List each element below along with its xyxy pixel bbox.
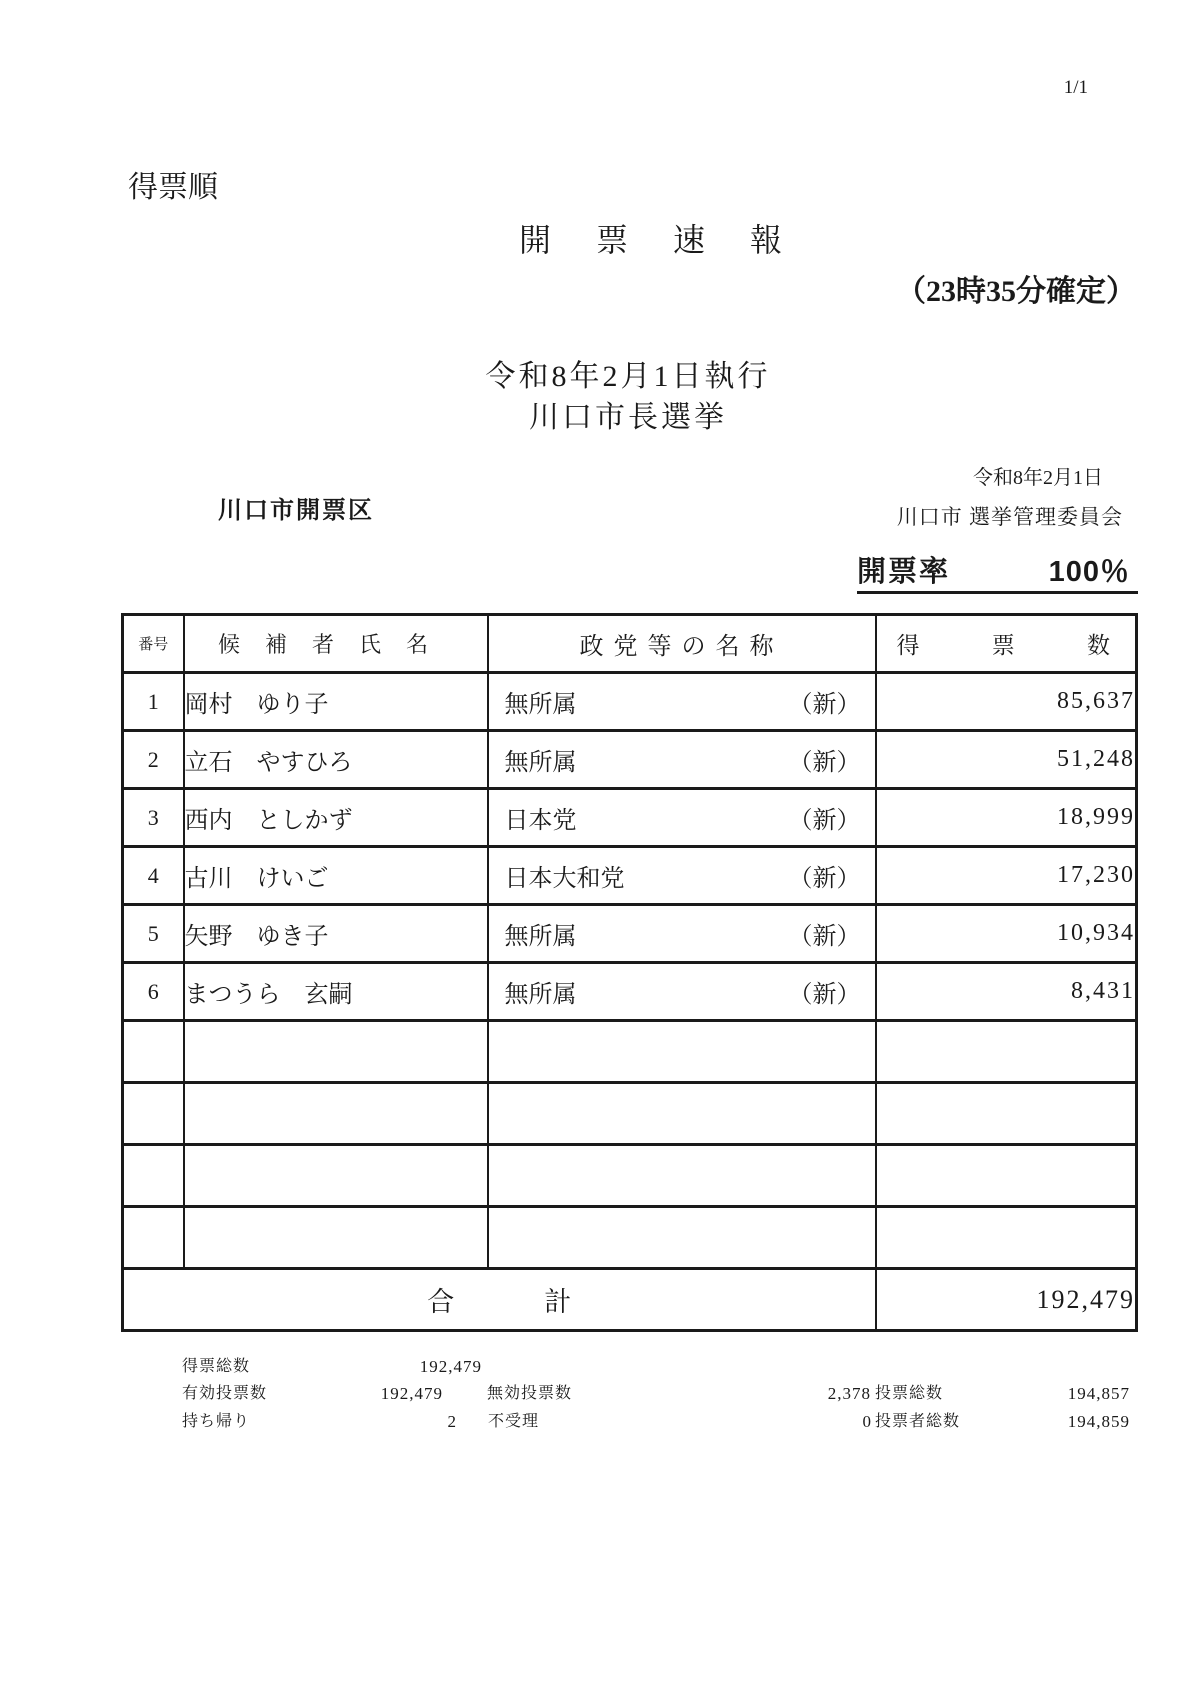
summary-value-invalid-ballots: 2,378 bbox=[827, 1384, 871, 1403]
header-votes-char: 票 bbox=[991, 633, 1015, 658]
cell-candidate: 立石 やすひろ bbox=[184, 731, 488, 789]
header-votes bbox=[876, 615, 1137, 673]
cell-votes: 18,999 bbox=[876, 789, 1137, 847]
total-votes-cell: 192,479 bbox=[876, 1269, 1137, 1331]
total-label-cell bbox=[123, 1269, 876, 1331]
empty-row bbox=[123, 1145, 1137, 1207]
candidate-status: （新） bbox=[788, 866, 861, 892]
cell-rank: 3 bbox=[123, 789, 184, 847]
header-number: 番号 bbox=[123, 615, 184, 673]
header-party: 政党等の名称 bbox=[488, 615, 876, 673]
cell-party bbox=[488, 789, 876, 847]
summary-value-total-voters: 194,859 bbox=[1067, 1412, 1130, 1431]
cell-rank: 4 bbox=[123, 847, 184, 905]
cell-candidate: まつうら 玄嗣 bbox=[184, 963, 488, 1021]
count-rate-bar bbox=[857, 548, 1138, 594]
document-title: 開票速報 bbox=[518, 222, 827, 258]
total-label-char: 計 bbox=[544, 1287, 572, 1317]
election-title-block bbox=[121, 356, 1135, 438]
cell-rank bbox=[123, 1021, 184, 1083]
cell-candidate bbox=[184, 1145, 488, 1207]
total-row bbox=[123, 1269, 1137, 1331]
cell-rank: 6 bbox=[123, 963, 184, 1021]
candidate-status: （新） bbox=[788, 750, 861, 776]
cell-votes bbox=[876, 1145, 1137, 1207]
cell-candidate: 岡村 ゆり子 bbox=[184, 673, 488, 731]
cell-votes: 8,431 bbox=[876, 963, 1137, 1021]
cell-rank: 1 bbox=[123, 673, 184, 731]
table-row bbox=[123, 731, 1137, 789]
cell-rank bbox=[123, 1083, 184, 1145]
cell-votes: 17,230 bbox=[876, 847, 1137, 905]
party-name: 無所属 bbox=[504, 982, 577, 1008]
cell-party bbox=[488, 1207, 876, 1269]
cell-votes bbox=[876, 1083, 1137, 1145]
count-rate-value: 100％ bbox=[1048, 556, 1130, 588]
summary-value-valid-ballots: 192,479 bbox=[380, 1384, 443, 1403]
cell-party bbox=[488, 963, 876, 1021]
cell-rank bbox=[123, 1145, 184, 1207]
cell-candidate: 西内 としかず bbox=[184, 789, 488, 847]
cell-party bbox=[488, 1021, 876, 1083]
summary-label-rejected: 不受理 bbox=[488, 1413, 540, 1430]
cell-candidate: 矢野 ゆき子 bbox=[184, 905, 488, 963]
election-name: 川口市長選挙 bbox=[529, 401, 727, 434]
table-row bbox=[123, 963, 1137, 1021]
cell-votes: 51,248 bbox=[876, 731, 1137, 789]
candidate-status: （新） bbox=[788, 982, 861, 1008]
party-name: 無所属 bbox=[504, 692, 577, 718]
party-name: 無所属 bbox=[504, 750, 577, 776]
cell-votes: 10,934 bbox=[876, 905, 1137, 963]
summary-value-rejected: 0 bbox=[862, 1412, 872, 1431]
party-name: 日本大和党 bbox=[504, 866, 625, 892]
candidate-status: （新） bbox=[788, 692, 861, 718]
cell-candidate bbox=[184, 1083, 488, 1145]
summary-value-taken-home: 2 bbox=[447, 1412, 457, 1431]
candidate-status: （新） bbox=[788, 808, 861, 834]
party-name: 無所属 bbox=[504, 924, 577, 950]
summary-label-total-ballots: 投票総数 bbox=[875, 1385, 944, 1402]
counting-district: 川口市開票区 bbox=[218, 497, 374, 524]
summary-label-total-voters: 投票者総数 bbox=[875, 1413, 961, 1430]
election-commission: 川口市 選挙管理委員会 bbox=[896, 505, 1123, 529]
cell-votes: 85,637 bbox=[876, 673, 1137, 731]
cell-candidate: 古川 けいご bbox=[184, 847, 488, 905]
table-row bbox=[123, 789, 1137, 847]
cell-rank: 2 bbox=[123, 731, 184, 789]
table-header-row bbox=[123, 615, 1137, 673]
count-rate-label: 開票率 bbox=[857, 556, 951, 588]
cell-party bbox=[488, 673, 876, 731]
candidate-status: （新） bbox=[788, 924, 861, 950]
cell-rank bbox=[123, 1207, 184, 1269]
cell-votes bbox=[876, 1021, 1137, 1083]
party-name: 日本党 bbox=[504, 808, 577, 834]
cell-party bbox=[488, 905, 876, 963]
cell-votes bbox=[876, 1207, 1137, 1269]
total-label-char: 合 bbox=[427, 1287, 455, 1317]
table-row bbox=[123, 847, 1137, 905]
cell-candidate bbox=[184, 1021, 488, 1083]
cell-candidate bbox=[184, 1207, 488, 1269]
page-number: 1/1 bbox=[1063, 77, 1088, 98]
summary-value-total-votes-won: 192,479 bbox=[419, 1357, 482, 1376]
cell-party bbox=[488, 731, 876, 789]
execution-date: 令和8年2月1日執行 bbox=[485, 360, 771, 393]
results-table bbox=[121, 613, 1138, 1332]
header-candidate: 候補者氏名 bbox=[184, 615, 488, 673]
cell-party bbox=[488, 1145, 876, 1207]
cell-rank: 5 bbox=[123, 905, 184, 963]
header-votes-char: 得 bbox=[896, 633, 920, 658]
report-date: 令和8年2月1日 bbox=[973, 467, 1103, 489]
sort-order-label: 得票順 bbox=[128, 171, 218, 204]
table-row bbox=[123, 673, 1137, 731]
summary-value-total-ballots: 194,857 bbox=[1067, 1384, 1130, 1403]
cell-party bbox=[488, 1083, 876, 1145]
table-row bbox=[123, 905, 1137, 963]
finalized-time: （23時35分確定） bbox=[896, 275, 1136, 308]
cell-party bbox=[488, 847, 876, 905]
summary-label-valid-ballots: 有効投票数 bbox=[182, 1385, 268, 1402]
empty-row bbox=[123, 1083, 1137, 1145]
summary-label-invalid-ballots: 無効投票数 bbox=[487, 1385, 573, 1402]
empty-row bbox=[123, 1207, 1137, 1269]
header-votes-char: 数 bbox=[1087, 633, 1110, 658]
empty-row bbox=[123, 1021, 1137, 1083]
summary-label-taken-home: 持ち帰り bbox=[182, 1413, 251, 1430]
summary-label-total-votes-won: 得票総数 bbox=[182, 1358, 251, 1375]
